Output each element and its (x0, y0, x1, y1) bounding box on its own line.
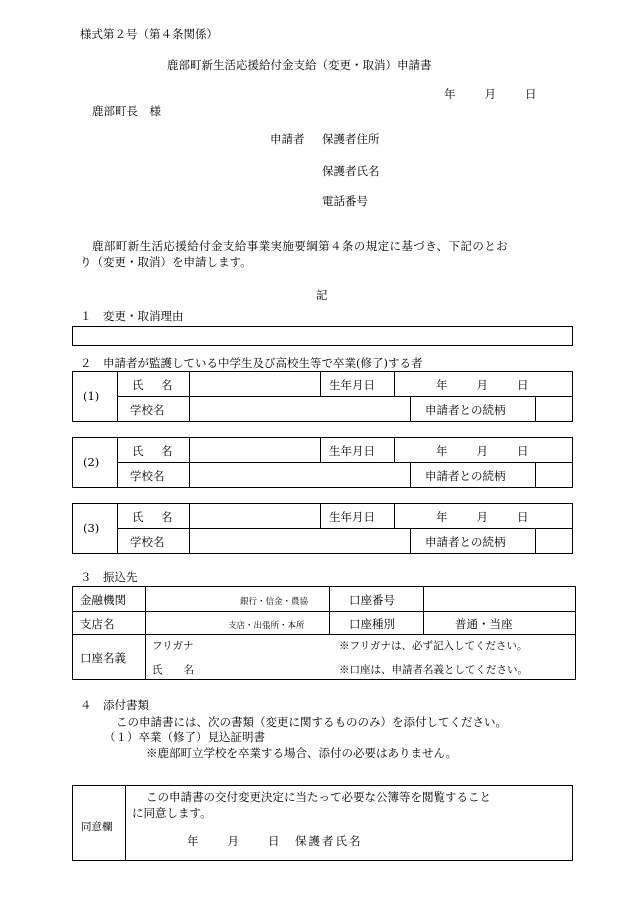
birth-date-field[interactable]: 年 月 日 (436, 444, 531, 458)
intro-text-line2: り（変更・取消）を申請します。 (80, 255, 252, 269)
name-label: 氏 名 (132, 510, 176, 524)
guardian-address-label: 保護者住所 (322, 132, 380, 146)
birth-label: 生年月日 (329, 510, 375, 524)
change-reason-field[interactable] (72, 326, 573, 346)
furigana-note: ※フリガナは、必ず記入してください。 (339, 640, 528, 652)
form-title: 鹿部町新生活応援給付金支給（変更・取消）申請書 (167, 58, 432, 72)
applicant-label: 申請者 (270, 132, 305, 146)
holder-note: ※口座は、申請者名義としてください。 (339, 664, 528, 676)
account-type-label: 口座種別 (349, 617, 395, 631)
consent-text-line2: に同意します。 (132, 806, 212, 820)
student-number: (3) (83, 521, 100, 535)
furigana-label: フリガナ (152, 640, 194, 652)
name-label: 氏 名 (132, 378, 176, 392)
school-label: 学校名 (130, 535, 165, 549)
section3-title: ３ 振込先 (80, 570, 138, 584)
consent-label: 同意欄 (81, 821, 113, 833)
bank-type-suffix: 銀行・信金・農協 (240, 597, 309, 607)
form-number: 様式第２号（第４条関係） (80, 27, 218, 41)
school-label: 学校名 (130, 403, 165, 417)
holder-name-label: 氏 名 (152, 664, 194, 676)
ki-marker: 記 (316, 288, 328, 302)
branch-type-suffix: 支店・出張所・本所 (228, 621, 305, 631)
birth-label: 生年月日 (329, 378, 375, 392)
consent-date-signature[interactable]: 年 月 日 保護者氏名 (187, 834, 363, 848)
branch-label: 支店名 (80, 617, 115, 631)
student-block (72, 437, 573, 488)
bank-label: 金融機関 (80, 593, 126, 607)
attachment-note: ※鹿部町立学校を卒業する場合、添付の必要はありません。 (146, 746, 458, 760)
name-label: 氏 名 (132, 444, 176, 458)
phone-label: 電話番号 (322, 194, 368, 208)
bank-table (72, 586, 576, 680)
account-type-value[interactable]: 普通・当座 (455, 617, 513, 631)
section2-title: ２ 申請者が監護している中学生及び高校生等で卒業(修了)する者 (80, 356, 423, 370)
relation-label: 申請者との続柄 (425, 469, 506, 483)
student-block (72, 503, 573, 554)
date-line: 年 月 日 (444, 87, 539, 101)
student-number: (1) (83, 389, 100, 403)
student-block (72, 371, 573, 422)
consent-text-line1: この申請書の交付変更決定に当たって必要な公簿等を閲覧すること (146, 790, 491, 804)
attachment-instruction: この申請書には、次の書類（変更に関するもののみ）を添付してください。 (116, 715, 507, 729)
student-number: (2) (83, 455, 100, 469)
school-label: 学校名 (130, 469, 165, 483)
intro-text-line1: 鹿部町新生活応援給付金支給事業実施要綱第４条の規定に基づき、下記のとお (92, 239, 509, 253)
section1-title: １ 変更・取消理由 (80, 309, 184, 323)
birth-date-field[interactable]: 年 月 日 (436, 510, 531, 524)
relation-label: 申請者との続柄 (425, 535, 506, 549)
birth-date-field[interactable]: 年 月 日 (436, 378, 531, 392)
section4-title: ４ 添付書類 (80, 698, 149, 712)
addressee: 鹿部町長 様 (92, 104, 161, 118)
guardian-name-label: 保護者氏名 (322, 164, 380, 178)
birth-label: 生年月日 (329, 444, 375, 458)
relation-label: 申請者との続柄 (425, 403, 506, 417)
account-holder-label: 口座名義 (80, 651, 126, 665)
consent-box (72, 785, 573, 861)
attachment-item: （１）卒業（修了）見込証明書 (104, 730, 265, 744)
account-number-label: 口座番号 (349, 593, 395, 607)
